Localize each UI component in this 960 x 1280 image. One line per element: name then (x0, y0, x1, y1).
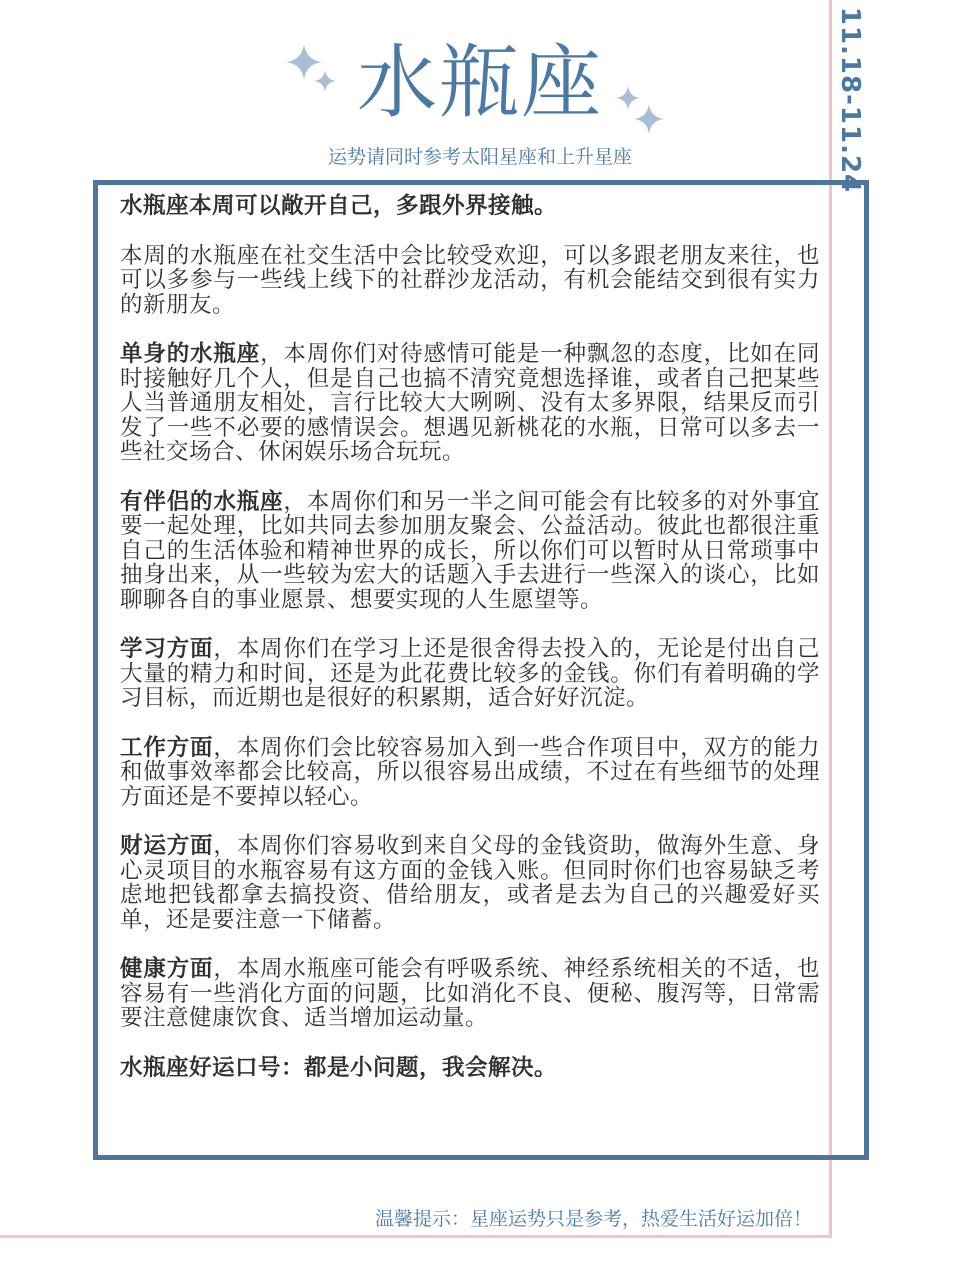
section-text: ，本周你们会比较容易加入到一些合作项目中，双方的能力和做事效率都会比较高，所以很容易出成绩，不过在有些细节的处理方面还是不要掉以轻心。 (120, 734, 820, 810)
horoscope-content (120, 194, 820, 1105)
section-text: ，本周你们容易收到来自父母的金钱资助，做海外生意、身心灵项目的水瓶容易有这方面的金钱入账。但同时你们也容易缺乏考虑地把钱都拿去搞投资、借给朋友，或者是去为自己的兴趣爱好买单，还是要注意一下储蓄。 (120, 833, 820, 933)
footer-tip: 温馨提示：星座运势只是参考，热爱生活好运加倍！ (374, 1208, 812, 1230)
section-text: ，本周水瓶座可能会有呼吸系统、神经系统相关的不适，也容易有一些消化方面的问题，比如消化不良、便秘、腹泻等，日常需要注意健康饮食、适当增加运动量。 (120, 956, 820, 1031)
page-title: 水瓶座 (357, 36, 603, 129)
section-single (120, 342, 820, 465)
section-wealth (120, 834, 820, 932)
section-health (120, 957, 820, 1031)
slogan: 水瓶座好运口号：都是小问题，我会解决。 (120, 1054, 558, 1081)
section-label: 学习方面 (120, 636, 214, 662)
pink-horizontal-line (0, 1235, 832, 1238)
section-label: 单身的水瓶座 (120, 341, 261, 367)
section-couple (120, 490, 820, 613)
section-label: 财运方面 (120, 833, 214, 859)
section-study (120, 637, 820, 711)
social-paragraph: 本周的水瓶座在社交生活中会比较受欢迎，可以多跟老朋友来往，也可以多参与一些线上线下的社群沙龙活动，有机会能结交到很有实力的新朋友。 (120, 242, 820, 318)
section-work (120, 736, 820, 810)
section-text: ，本周你们和另一半之间可能会有比较多的对外事宜要一起处理，比如共同去参加朋友聚会、公益活动。彼此也都很注重自己的生活体验和精神世界的成长，所以你们可以暂时从日常琐事中抽身出来，从一些较为宏大的话题入手去进行一些深入的谈心，比如聊聊各自的事业愿景、想要实现的人生愿望等。 (120, 488, 820, 613)
section-text: ，本周你们在学习上还是很舍得去投入的，无论是付出自己大量的精力和时间，还是为此花费比较多的金钱。你们有着明确的学习目标，而近期也是很好的积累期，适合好好沉淀。 (120, 636, 820, 711)
intro-heading: 水瓶座本周可以敞开自己，多跟外界接触。 (120, 193, 558, 219)
section-label: 健康方面 (120, 956, 214, 982)
subtitle: 运势请同时参考太阳星座和上升星座 (327, 146, 632, 168)
section-text: ，本周你们对待感情可能是一种飘忽的态度，比如在同时接触好几个人，但是自己也搞不清究竟想选择谁，或者自己把某些人当普通朋友相处，言行比较大大咧咧、没有太多界限，结果反而引发了一些不必要的感情误会。想遇见新桃花的水瓶，日常可以多去一些社交场合、休闲娱乐场合玩玩。 (120, 341, 820, 465)
date-range: 11.18-11.24 (835, 6, 865, 194)
section-label: 工作方面 (120, 734, 214, 761)
section-label: 有伴侣的水瓶座 (120, 488, 284, 515)
